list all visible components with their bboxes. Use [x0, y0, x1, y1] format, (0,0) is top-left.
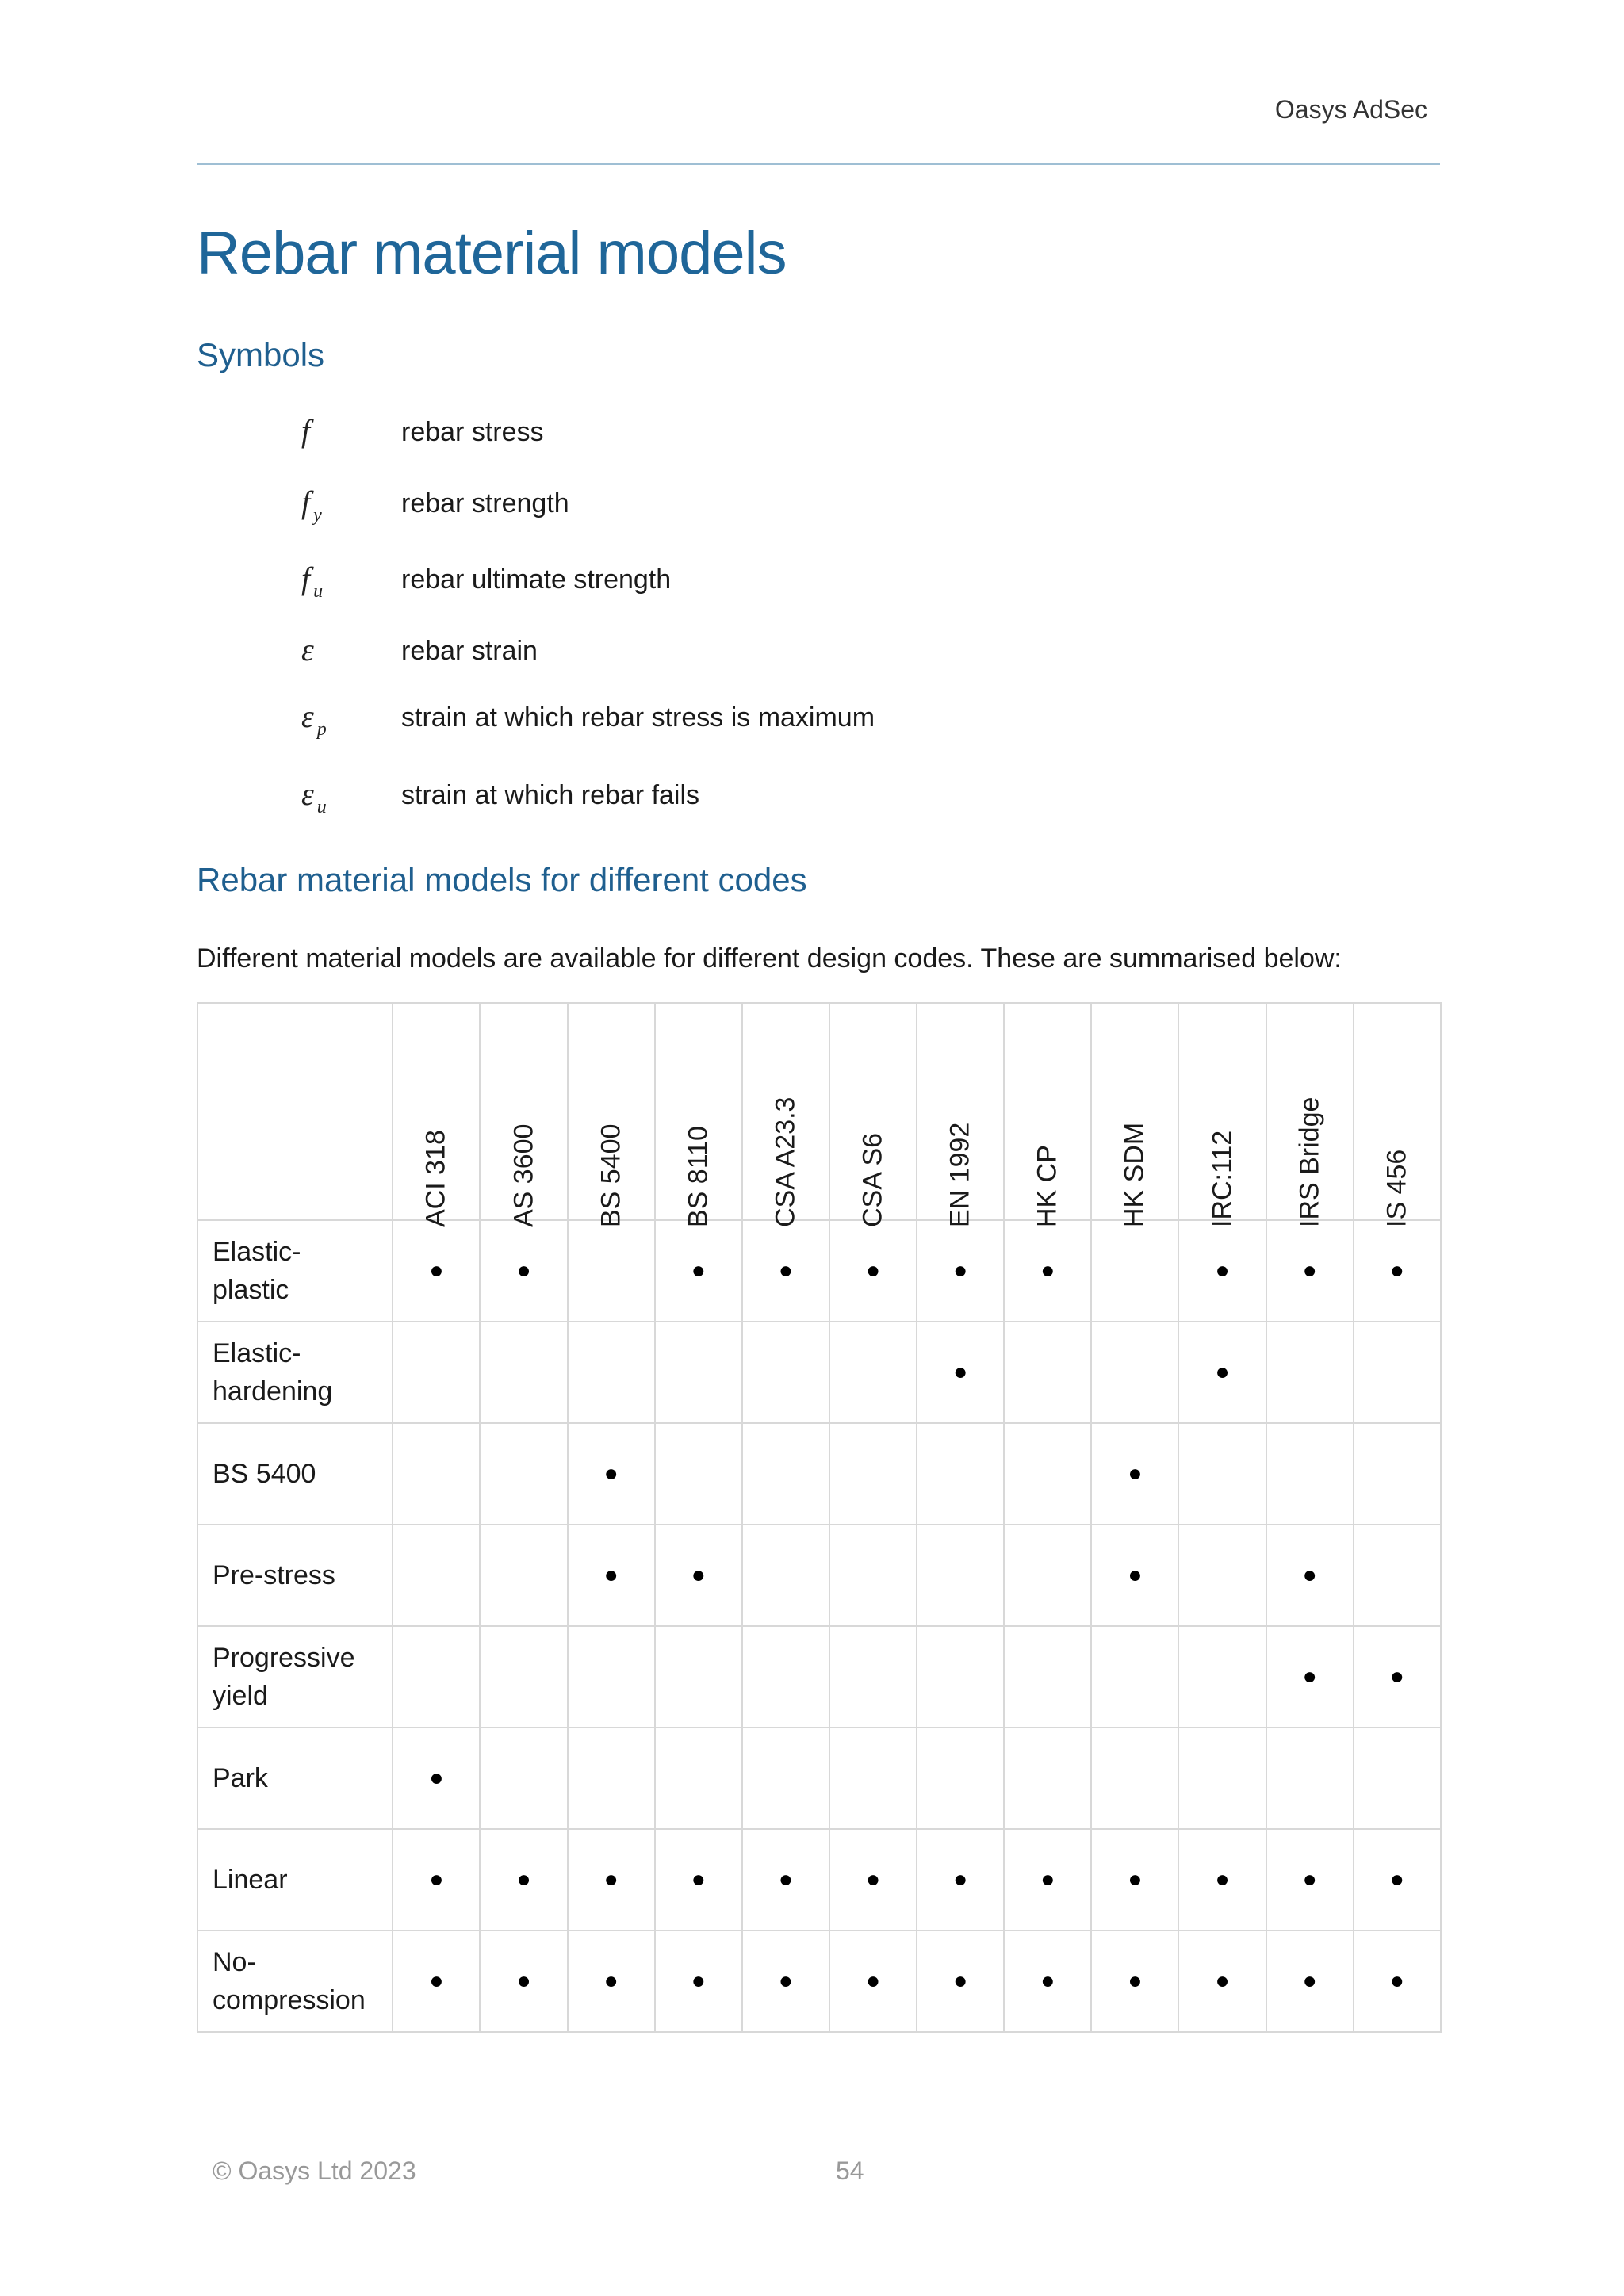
footer-page-number: 54	[836, 2156, 864, 2185]
header-product-name: Oasys AdSec	[1274, 95, 1427, 124]
symbol: ε $_p$	[301, 698, 327, 740]
support-cell	[393, 1220, 480, 1322]
support-cell	[1354, 1829, 1441, 1931]
support-cell	[1091, 1829, 1178, 1931]
symbol-row	[301, 631, 1094, 679]
symbol: ε	[301, 632, 314, 668]
support-cell	[1091, 1525, 1178, 1626]
codes-heading: Rebar material models for different codes	[197, 861, 807, 898]
support-cell	[1178, 1423, 1266, 1525]
support-cell	[655, 1525, 742, 1626]
support-cell	[742, 1525, 829, 1626]
model-name-cell: BS 5400	[197, 1423, 393, 1525]
symbol-description: strain at which rebar fails	[401, 780, 700, 810]
support-cell	[829, 1626, 917, 1728]
support-cell	[1091, 1728, 1178, 1829]
code-label: HK CP	[1032, 1145, 1063, 1227]
support-cell	[1178, 1220, 1266, 1322]
support-cell	[1266, 1220, 1354, 1322]
symbol: f	[301, 413, 311, 449]
support-cell	[480, 1525, 567, 1626]
support-cell	[742, 1626, 829, 1728]
supported-bullet: ●	[516, 1866, 531, 1892]
code-label: EN 1992	[944, 1122, 975, 1227]
support-cell	[568, 1220, 655, 1322]
supported-bullet: ●	[1215, 1866, 1230, 1892]
support-cell	[742, 1220, 829, 1322]
support-cell	[829, 1423, 917, 1525]
supported-bullet: ●	[1128, 1562, 1143, 1588]
support-cell	[480, 1322, 567, 1423]
support-cell	[1004, 1931, 1091, 2032]
support-cell	[1354, 1423, 1441, 1525]
code-label: BS 8110	[683, 1126, 714, 1227]
supported-bullet: ●	[429, 1968, 444, 1994]
support-cell	[1178, 1728, 1266, 1829]
support-cell	[917, 1728, 1004, 1829]
support-cell	[655, 1829, 742, 1931]
supported-bullet: ●	[778, 1257, 793, 1284]
support-cell	[1266, 1931, 1354, 2032]
supported-bullet: ●	[1215, 1257, 1230, 1284]
symbol: f $_u$	[301, 561, 324, 602]
supported-bullet: ●	[1215, 1359, 1230, 1385]
supported-bullet: ●	[603, 1460, 619, 1487]
support-cell	[829, 1728, 917, 1829]
support-cell	[1091, 1626, 1178, 1728]
support-cell	[480, 1626, 567, 1728]
support-cell	[917, 1322, 1004, 1423]
support-cell	[917, 1220, 1004, 1322]
code-column-header	[1354, 1003, 1441, 1227]
support-cell	[1266, 1525, 1354, 1626]
support-cell	[1354, 1626, 1441, 1728]
support-cell	[917, 1931, 1004, 2032]
support-cell	[1354, 1322, 1441, 1423]
support-cell	[829, 1931, 917, 2032]
code-label: BS 5400	[596, 1123, 626, 1227]
footer-copyright: © Oasys Ltd 2023	[213, 2156, 416, 2185]
support-cell	[1004, 1626, 1091, 1728]
supported-bullet: ●	[953, 1968, 968, 1994]
support-cell	[393, 1322, 480, 1423]
support-cell	[1266, 1728, 1354, 1829]
support-cell	[655, 1728, 742, 1829]
code-label: CSA S6	[857, 1132, 888, 1227]
supported-bullet: ●	[691, 1562, 706, 1588]
symbols-heading: Symbols	[197, 336, 325, 373]
supported-bullet: ●	[1040, 1257, 1055, 1284]
support-cell	[655, 1423, 742, 1525]
support-cell	[829, 1829, 917, 1931]
support-cell	[829, 1220, 917, 1322]
symbol: ε $_u$	[301, 776, 327, 817]
supported-bullet: ●	[953, 1257, 968, 1284]
support-cell	[1004, 1423, 1091, 1525]
support-cell	[1178, 1829, 1266, 1931]
symbol-description: rebar ultimate strength	[401, 564, 672, 595]
supported-bullet: ●	[691, 1866, 706, 1892]
support-cell	[568, 1829, 655, 1931]
support-cell	[655, 1626, 742, 1728]
page-title: Rebar material models	[197, 220, 787, 287]
table-row	[197, 1931, 1441, 2032]
supported-bullet: ●	[1302, 1866, 1317, 1892]
supported-bullet: ●	[778, 1968, 793, 1994]
table-corner-cell	[197, 1003, 393, 1220]
symbol: f $_y$	[301, 484, 322, 526]
supported-bullet: ●	[429, 1257, 444, 1284]
support-cell	[1354, 1931, 1441, 2032]
symbol-description: rebar strength	[401, 488, 569, 519]
codes-intro-text: Different material models are available for different design codes. These are summarised below:	[197, 943, 1342, 974]
table-body	[197, 1220, 1441, 2032]
supported-bullet: ●	[603, 1866, 619, 1892]
symbol-row	[301, 412, 1094, 460]
support-cell	[655, 1931, 742, 2032]
support-cell	[1266, 1626, 1354, 1728]
symbol-row	[301, 698, 1094, 745]
support-cell	[917, 1423, 1004, 1525]
support-cell	[1091, 1322, 1178, 1423]
support-cell	[568, 1728, 655, 1829]
support-cell	[742, 1322, 829, 1423]
support-cell	[1266, 1423, 1354, 1525]
support-cell	[917, 1525, 1004, 1626]
code-column-header	[1091, 1003, 1178, 1227]
model-name-cell: Elastic- hardening	[197, 1322, 393, 1423]
supported-bullet: ●	[865, 1968, 881, 1994]
support-cell	[742, 1728, 829, 1829]
supported-bullet: ●	[1389, 1866, 1404, 1892]
support-cell	[1178, 1322, 1266, 1423]
support-cell	[1266, 1322, 1354, 1423]
code-column-header	[1004, 1003, 1091, 1227]
table-row	[197, 1220, 1441, 1322]
support-cell	[568, 1525, 655, 1626]
support-cell	[1004, 1525, 1091, 1626]
support-cell	[917, 1829, 1004, 1931]
support-cell	[1091, 1931, 1178, 2032]
model-name-cell: Linear	[197, 1829, 393, 1931]
symbol-description: rebar strain	[401, 636, 538, 666]
supported-bullet: ●	[1302, 1257, 1317, 1284]
supported-bullet: ●	[1389, 1663, 1404, 1689]
code-label: IRC:112	[1207, 1130, 1237, 1227]
code-column-header	[917, 1003, 1004, 1227]
support-cell	[1178, 1931, 1266, 2032]
code-label: IS 456	[1381, 1149, 1412, 1227]
support-cell	[1004, 1322, 1091, 1423]
model-name-cell: Park	[197, 1728, 393, 1829]
support-cell	[480, 1220, 567, 1322]
support-cell	[1354, 1220, 1441, 1322]
supported-bullet: ●	[1215, 1968, 1230, 1994]
support-cell	[393, 1525, 480, 1626]
header-divider	[197, 163, 1440, 165]
material-model-table	[197, 1002, 1442, 2033]
support-cell	[480, 1931, 567, 2032]
symbol-description: strain at which rebar stress is maximum	[401, 702, 875, 733]
supported-bullet: ●	[1128, 1460, 1143, 1487]
supported-bullet: ●	[603, 1562, 619, 1588]
table-row	[197, 1423, 1441, 1525]
support-cell	[393, 1829, 480, 1931]
supported-bullet: ●	[778, 1866, 793, 1892]
support-cell	[480, 1423, 567, 1525]
table-row	[197, 1829, 1441, 1931]
supported-bullet: ●	[865, 1866, 881, 1892]
support-cell	[393, 1728, 480, 1829]
supported-bullet: ●	[603, 1968, 619, 1994]
support-cell	[1004, 1220, 1091, 1322]
support-cell	[568, 1931, 655, 2032]
table-row	[197, 1626, 1441, 1728]
support-cell	[393, 1931, 480, 2032]
supported-bullet: ●	[691, 1968, 706, 1994]
support-cell	[742, 1829, 829, 1931]
code-label: ACI 318	[420, 1130, 451, 1227]
table-header-row	[197, 1003, 1441, 1220]
supported-bullet: ●	[1128, 1968, 1143, 1994]
supported-bullet: ●	[865, 1257, 881, 1284]
support-cell	[917, 1626, 1004, 1728]
model-name-cell: Pre-stress	[197, 1525, 393, 1626]
supported-bullet: ●	[1302, 1562, 1317, 1588]
support-cell	[568, 1322, 655, 1423]
table-row	[197, 1322, 1441, 1423]
support-cell	[393, 1626, 480, 1728]
code-column-header	[1178, 1003, 1266, 1227]
supported-bullet: ●	[953, 1359, 968, 1385]
code-column-header	[393, 1003, 480, 1227]
code-column-header	[480, 1003, 567, 1227]
model-name-cell: Progressive yield	[197, 1626, 393, 1728]
support-cell	[480, 1728, 567, 1829]
support-cell	[1266, 1829, 1354, 1931]
supported-bullet: ●	[1040, 1866, 1055, 1892]
support-cell	[742, 1423, 829, 1525]
code-column-header	[1266, 1003, 1354, 1227]
supported-bullet: ●	[953, 1866, 968, 1892]
symbol-row	[301, 775, 1094, 823]
support-cell	[1178, 1525, 1266, 1626]
supported-bullet: ●	[1302, 1663, 1317, 1689]
code-label: HK SDM	[1119, 1122, 1150, 1227]
support-cell	[393, 1423, 480, 1525]
supported-bullet: ●	[1389, 1257, 1404, 1284]
supported-bullet: ●	[1128, 1866, 1143, 1892]
code-column-header	[829, 1003, 917, 1227]
support-cell	[1354, 1728, 1441, 1829]
supported-bullet: ●	[691, 1257, 706, 1284]
table-row	[197, 1525, 1441, 1626]
code-column-header	[742, 1003, 829, 1227]
code-label: CSA A23.3	[770, 1096, 801, 1227]
support-cell	[568, 1423, 655, 1525]
code-column-header	[568, 1003, 655, 1227]
support-cell	[742, 1931, 829, 2032]
support-cell	[1178, 1626, 1266, 1728]
support-cell	[829, 1322, 917, 1423]
code-column-header	[655, 1003, 742, 1227]
supported-bullet: ●	[516, 1257, 531, 1284]
support-cell	[1354, 1525, 1441, 1626]
code-label: IRS Bridge	[1294, 1096, 1325, 1227]
table-row	[197, 1728, 1441, 1829]
support-cell	[655, 1322, 742, 1423]
symbol-description: rebar stress	[401, 417, 544, 447]
support-cell	[480, 1829, 567, 1931]
code-label: AS 3600	[508, 1123, 538, 1227]
supported-bullet: ●	[516, 1968, 531, 1994]
supported-bullet: ●	[1302, 1968, 1317, 1994]
model-name-cell: Elastic- plastic	[197, 1220, 393, 1322]
supported-bullet: ●	[1040, 1968, 1055, 1994]
symbol-row	[301, 484, 1094, 531]
support-cell	[1091, 1423, 1178, 1525]
support-cell	[655, 1220, 742, 1322]
support-cell	[1004, 1728, 1091, 1829]
support-cell	[1091, 1220, 1178, 1322]
supported-bullet: ●	[429, 1866, 444, 1892]
supported-bullet: ●	[1389, 1968, 1404, 1994]
supported-bullet: ●	[429, 1765, 444, 1791]
support-cell	[568, 1626, 655, 1728]
support-cell	[1004, 1829, 1091, 1931]
support-cell	[829, 1525, 917, 1626]
symbol-row	[301, 560, 1094, 607]
model-name-cell: No- compression	[197, 1931, 393, 2032]
